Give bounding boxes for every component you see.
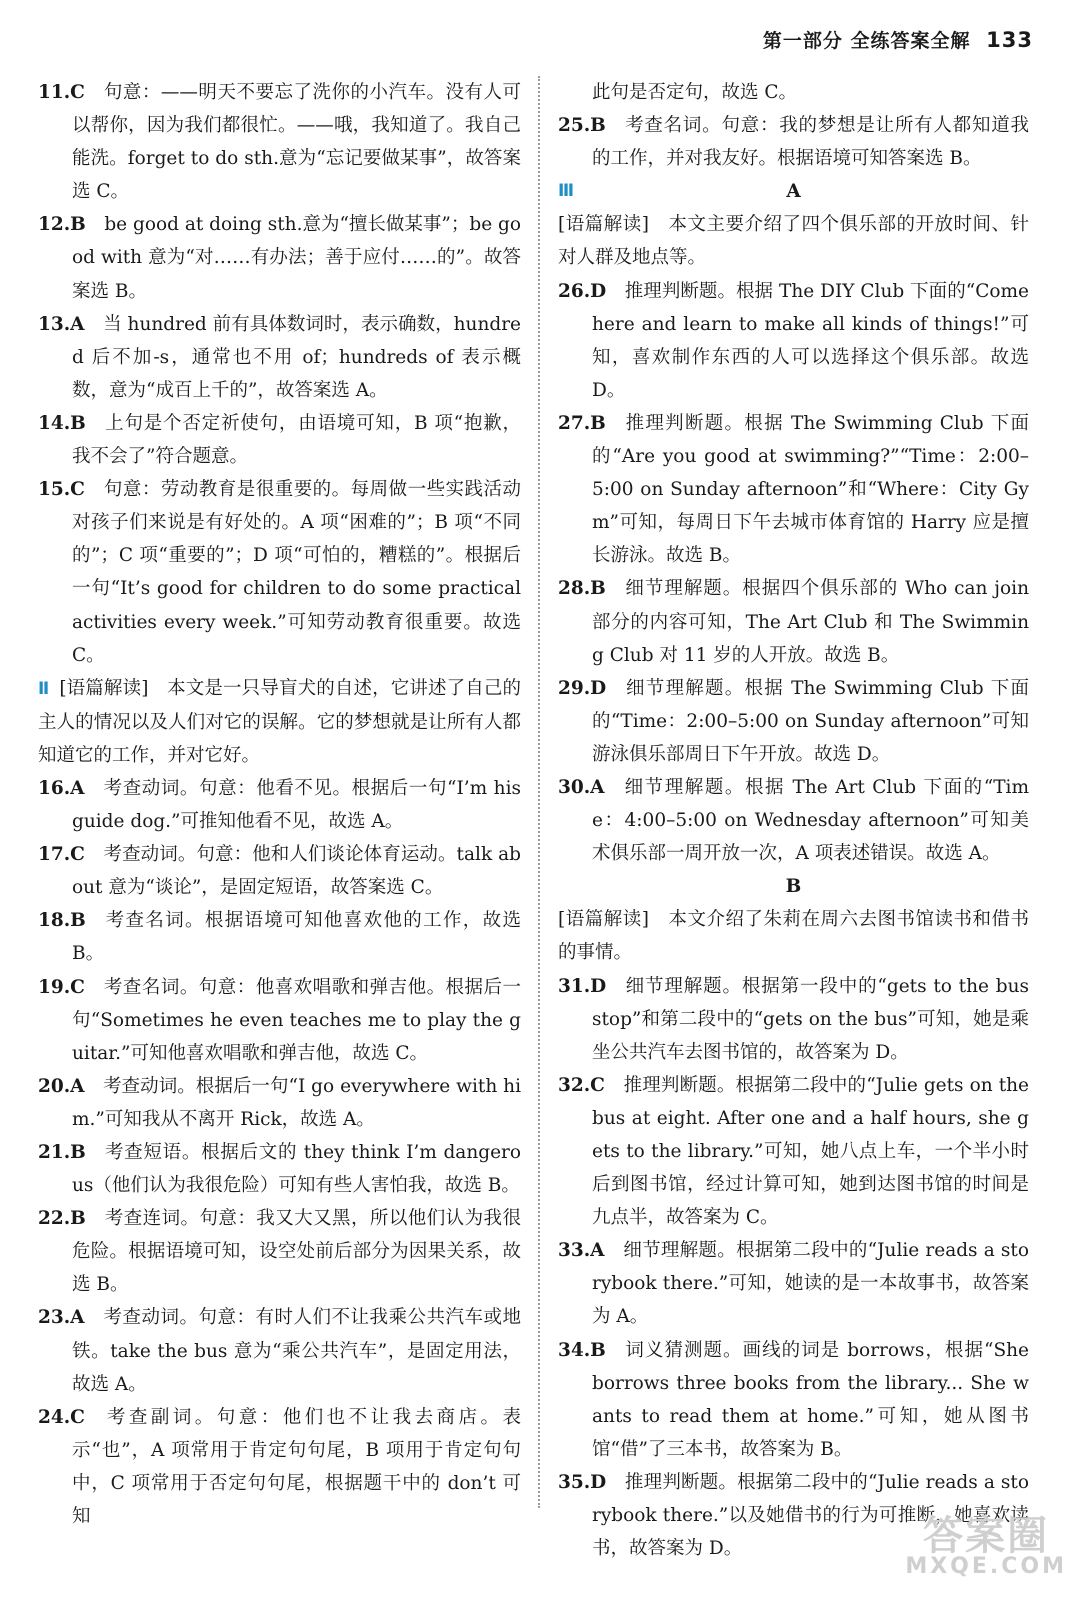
passage-summary bbox=[558, 903, 1029, 969]
answer-item bbox=[38, 473, 521, 672]
answer-item bbox=[38, 308, 521, 407]
answer-number: 11.C bbox=[38, 82, 85, 103]
explanation-text: 词义猜测题。画线的词是 borrows，根据“She borrows three books from the library... She wants to read them at home.”可知，她从图书馆“借”了三本书，故答案为 B。 bbox=[592, 1339, 1029, 1460]
answer-number: 15.C bbox=[38, 479, 85, 501]
explanation-text: 此句是否定句，故选 C。 bbox=[592, 82, 798, 103]
answer-number: 19.C bbox=[38, 976, 85, 998]
explanation-text: 推理判断题。根据第二段中的“Julie gets on the bus at eight. After one and a half hours, she gets to the library.”可知，她八点上车，一个半小时后到图书馆，经过计算可知，她到达图书馆的时间是九点半，故答案为 C。 bbox=[592, 1074, 1029, 1229]
answer-number: 24.C bbox=[38, 1406, 85, 1428]
explanation-text: 细节理解题。根据四个俱乐部的 Who can join 部分的内容可知，The Art Club 和 The Swimming Club 对 11 岁的人开放。故选 B。 bbox=[592, 578, 1029, 666]
answer-number: 14.B bbox=[38, 412, 86, 434]
explanation-text: 细节理解题。根据 The Swimming Club 下面的“Time：2:00–5:00 on Sunday afternoon”可知游泳俱乐部周日下午开放。故选 D。 bbox=[592, 677, 1029, 765]
explanation-text: 考查名词。句意：我的梦想是让所有人都知道我的工作，并对我友好。根据语境可知答案选 B。 bbox=[592, 115, 1029, 170]
explanation-text: be good at doing sth.意为“擅长做某事”；be good with 意为“对……有办法；善于应付……的”。故答案选 B。 bbox=[72, 214, 522, 302]
explanation-text: [语篇解读] 本文主要介绍了四个俱乐部的开放时间、针对人群及地点等。 bbox=[558, 214, 1029, 269]
explanation-text: 句意：——明天不要忘了洗你的小汽车。没有人可以帮你，因为我们都很忙。——哦，我知道了。我自己能洗。forget to do sth.意为“忘记要做某事”，故答案选 C。 bbox=[72, 82, 521, 203]
explanation-text: 上句是个否定祈使句，由语境可知，B 项“抱歉，我不会了”符合题意。 bbox=[72, 412, 521, 468]
explanation-text: 考查名词。根据语境可知他喜欢他的工作，故选 B。 bbox=[72, 910, 521, 965]
section-label: 第一部分 bbox=[762, 30, 843, 52]
explanation-text: [语篇解读] 本文介绍了朱莉在周六去图书馆读书和借书的事情。 bbox=[558, 909, 1029, 964]
answer-number: 32.C bbox=[558, 1074, 605, 1096]
answer-number: 13.A bbox=[38, 313, 85, 335]
answer-number: 21.B bbox=[38, 1142, 86, 1163]
answer-number: 30.A bbox=[558, 776, 605, 798]
answer-item bbox=[38, 971, 521, 1070]
watermark-logo bbox=[905, 1513, 1067, 1579]
page-header bbox=[763, 26, 1033, 53]
passage-letter: A bbox=[786, 181, 801, 203]
book-title: 全练答案全解 bbox=[850, 30, 971, 52]
answer-item bbox=[558, 1334, 1029, 1466]
answer-item bbox=[38, 1301, 521, 1400]
passage-letter: B bbox=[785, 876, 802, 898]
left-column bbox=[38, 76, 521, 1533]
answer-item bbox=[38, 208, 521, 307]
answer-item bbox=[38, 1401, 521, 1533]
answer-number: 26.D bbox=[558, 280, 607, 302]
explanation-text: 考查动词。句意：有时人们不让我乘公共汽车或地铁。take the bus 意为“乘公共汽车”，是固定用法，故选 A。 bbox=[72, 1307, 521, 1395]
answer-item bbox=[558, 970, 1029, 1069]
explanation-text: 细节理解题。根据 The Art Club 下面的“Time：4:00–5:00 on Wednesday afternoon”可知美术俱乐部一周开放一次，A 项表述错误。故选 A。 bbox=[592, 776, 1029, 865]
explanation-text: 考查连词。句意：我又大又黑，所以他们认为我很危险。根据语境可知，设空处前后部分为因果关系，故选 B。 bbox=[72, 1208, 521, 1296]
answer-number: 34.B bbox=[558, 1339, 606, 1361]
passage-heading bbox=[558, 175, 1029, 208]
column-divider bbox=[538, 76, 540, 1508]
answer-number: 27.B bbox=[558, 412, 606, 434]
explanation-text: 推理判断题。根据第二段中的“Julie reads a storybook there.”以及她借书的行为可推断，她喜欢读书，故答案为 D。 bbox=[592, 1471, 1029, 1560]
explanation-text: 考查名词。句意：他喜欢唱歌和弹吉他。根据后一句“Sometimes he even teaches me to play the guitar.”可知他喜欢唱歌和弹吉他，故选 C。 bbox=[72, 976, 521, 1064]
answer-number: 18.B bbox=[38, 910, 86, 932]
answer-number: 23.A bbox=[38, 1307, 85, 1329]
answer-item bbox=[558, 672, 1029, 771]
summary-text: [语篇解读] 本文是一只导盲犬的自述，它讲述了自己的主人的情况以及人们对它的误解。它的梦想就是让所有人都知道它的工作，并对它好。 bbox=[38, 677, 521, 766]
watermark-url: MXQE.COM bbox=[905, 1554, 1067, 1579]
answer-item bbox=[38, 76, 521, 208]
passage-summary bbox=[38, 672, 521, 772]
page-number: 133 bbox=[986, 28, 1033, 52]
answer-item bbox=[38, 1202, 521, 1301]
answer-item bbox=[38, 1070, 521, 1136]
passage-heading bbox=[558, 870, 1029, 903]
section-marker: Ⅱ bbox=[38, 678, 50, 699]
explanation-text: 推理判断题。根据 The DIY Club 下面的“Come here and learn to make all kinds of things!”可知，喜欢制作东西的人可以选择这个俱乐部。故选 D。 bbox=[592, 280, 1029, 401]
answer-item bbox=[558, 1234, 1029, 1333]
explanation-text: 考查短语。根据后文的 they think I’m dangerous（他们认为我很危险）可知有些人害怕我，故选 B。 bbox=[72, 1142, 521, 1197]
explanation-text: 细节理解题。根据第一段中的“gets to the bus stop”和第二段中的“gets on the bus”可知，她是乘坐公共汽车去图书馆的，故答案为 D。 bbox=[592, 975, 1029, 1063]
right-column bbox=[558, 76, 1029, 1565]
answer-number: 12.B bbox=[38, 214, 86, 236]
explanation-text: 当 hundred 前有具体数词时，表示确数，hundred 后不加-s，通常也不用 of；hundreds of 表示概数，意为“成百上千的”，故答案选 A。 bbox=[72, 313, 521, 401]
answer-number: 25.B bbox=[558, 115, 606, 137]
answer-number: 22.B bbox=[38, 1208, 86, 1230]
passage-summary bbox=[558, 208, 1029, 274]
watermark-text: 答案圈 bbox=[923, 1513, 1050, 1559]
answer-item bbox=[558, 572, 1029, 671]
answer-item bbox=[38, 407, 521, 473]
answer-number: 28.B bbox=[558, 578, 606, 600]
answer-number: 16.A bbox=[38, 777, 85, 799]
answer-number: 35.D bbox=[558, 1471, 607, 1493]
answer-item bbox=[38, 772, 521, 838]
explanation-text: 考查动词。句意：他看不见。根据后一句“I’m his guide dog.”可推知他看不见，故选 A。 bbox=[72, 777, 521, 833]
answer-item bbox=[38, 904, 521, 970]
answer-number: 31.D bbox=[558, 975, 607, 997]
answer-continuation bbox=[558, 76, 1029, 109]
answer-item bbox=[558, 275, 1029, 407]
answer-number: 17.C bbox=[38, 844, 85, 866]
explanation-text: 考查动词。句意：他和人们谈论体育运动。talk about 意为“谈论”，是固定短语，故答案选 C。 bbox=[72, 844, 521, 899]
answer-item bbox=[558, 771, 1029, 870]
answer-item bbox=[558, 1069, 1029, 1234]
explanation-text: 句意：劳动教育是很重要的。每周做一些实践活动对孩子们来说是有好处的。A 项“困难的”；B 项“不同的”；C 项“重要的”；D 项“可怕的，糟糕的”。根据后一句“It’s good for children to do some practical activities every week.”可知劳动教育很重要。故选 C。 bbox=[72, 479, 521, 666]
explanation-text: 考查动词。根据后一句“I go everywhere with him.”可知我从不离开 Rick，故选 A。 bbox=[72, 1075, 521, 1130]
answer-number: 20.A bbox=[38, 1075, 85, 1097]
answer-item bbox=[38, 838, 521, 904]
section-marker: Ⅲ bbox=[558, 181, 575, 202]
explanation-text: 推理判断题。根据 The Swimming Club 下面的“Are you good at swimming?”“Time：2:00–5:00 on Sunday afternoon”和“Where：City Gym”可知，每周日下午去城市体育馆的 Harry 应是擅长游泳。故选 B。 bbox=[592, 412, 1029, 567]
explanation-text: 考查副词。句意：他们也不让我去商店。表示“也”，A 项常用于肯定句句尾，B 项用于肯定句句中，C 项常用于否定句句尾，根据题干中的 don’t 可知 bbox=[72, 1406, 521, 1528]
answer-item bbox=[558, 109, 1029, 175]
answer-item bbox=[558, 407, 1029, 572]
answer-number: 33.A bbox=[558, 1240, 605, 1262]
answer-item bbox=[38, 1136, 521, 1202]
explanation-text: 细节理解题。根据第二段中的“Julie reads a storybook there.”可知，她读的是一本故事书，故答案为 A。 bbox=[592, 1240, 1029, 1328]
answer-number: 29.D bbox=[558, 677, 607, 699]
